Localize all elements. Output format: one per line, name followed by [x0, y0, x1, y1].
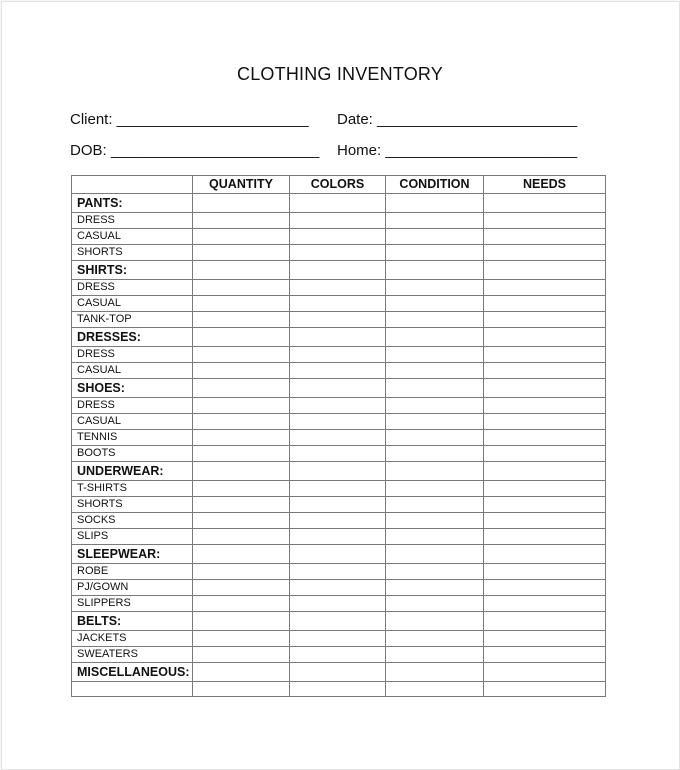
condition-cell[interactable]: [386, 446, 484, 462]
needs-cell[interactable]: [484, 612, 606, 631]
item-label: SLIPS: [72, 529, 193, 545]
header-condition: CONDITION: [386, 176, 484, 194]
category-row: [72, 462, 606, 481]
category-row: [72, 328, 606, 347]
table-row: [72, 229, 606, 245]
item-label: CASUAL: [72, 229, 193, 245]
item-label: SLIPPERS: [72, 596, 193, 612]
colors-cell[interactable]: [290, 194, 386, 213]
quantity-cell[interactable]: [193, 280, 290, 296]
item-label: T-SHIRTS: [72, 481, 193, 497]
needs-cell[interactable]: [484, 213, 606, 229]
condition-cell[interactable]: [386, 296, 484, 312]
table-row: [72, 513, 606, 529]
needs-cell[interactable]: [484, 513, 606, 529]
condition-cell[interactable]: [386, 347, 484, 363]
item-label: DRESS: [72, 280, 193, 296]
item-label: SHORTS: [72, 245, 193, 261]
condition-cell[interactable]: [386, 194, 484, 213]
table-header-row: [72, 176, 606, 194]
quantity-cell[interactable]: [193, 497, 290, 513]
colors-cell[interactable]: [290, 363, 386, 379]
quantity-cell[interactable]: [193, 631, 290, 647]
item-label: CASUAL: [72, 414, 193, 430]
table-row: [72, 446, 606, 462]
condition-cell[interactable]: [386, 229, 484, 245]
item-label: JACKETS: [72, 631, 193, 647]
quantity-cell[interactable]: [193, 347, 290, 363]
quantity-cell[interactable]: [193, 596, 290, 612]
client-field: Client: _______________________: [70, 111, 309, 128]
condition-cell[interactable]: [386, 682, 484, 697]
needs-cell[interactable]: [484, 481, 606, 497]
colors-cell[interactable]: [290, 631, 386, 647]
table-row: [72, 647, 606, 663]
colors-cell[interactable]: [290, 229, 386, 245]
colors-cell[interactable]: [290, 596, 386, 612]
quantity-cell[interactable]: [193, 194, 290, 213]
table-row: [72, 529, 606, 545]
quantity-cell[interactable]: [193, 430, 290, 446]
quantity-cell[interactable]: [193, 647, 290, 663]
colors-cell[interactable]: [290, 312, 386, 328]
header-quantity: QUANTITY: [193, 176, 290, 194]
table-row: [72, 580, 606, 596]
item-label: TENNIS: [72, 430, 193, 446]
needs-cell[interactable]: [484, 261, 606, 280]
category-label: SHOES:: [72, 379, 193, 398]
condition-cell[interactable]: [386, 481, 484, 497]
needs-cell[interactable]: [484, 596, 606, 612]
needs-cell[interactable]: [484, 462, 606, 481]
colors-cell[interactable]: [290, 347, 386, 363]
needs-cell[interactable]: [484, 194, 606, 213]
quantity-cell[interactable]: [193, 446, 290, 462]
condition-cell[interactable]: [386, 312, 484, 328]
quantity-cell[interactable]: [193, 564, 290, 580]
item-label: ROBE: [72, 564, 193, 580]
colors-cell[interactable]: [290, 213, 386, 229]
item-label: DRESS: [72, 347, 193, 363]
item-label: TANK-TOP: [72, 312, 193, 328]
colors-cell[interactable]: [290, 682, 386, 697]
needs-cell[interactable]: [484, 647, 606, 663]
table-row: [72, 213, 606, 229]
needs-cell[interactable]: [484, 363, 606, 379]
condition-cell[interactable]: [386, 513, 484, 529]
quantity-cell[interactable]: [193, 398, 290, 414]
item-label: SHORTS: [72, 497, 193, 513]
table-row: [72, 596, 606, 612]
category-row: [72, 612, 606, 631]
inventory-table: [71, 175, 606, 697]
item-label: CASUAL: [72, 296, 193, 312]
colors-cell[interactable]: [290, 446, 386, 462]
condition-cell[interactable]: [386, 328, 484, 347]
colors-cell[interactable]: [290, 564, 386, 580]
quantity-cell[interactable]: [193, 481, 290, 497]
quantity-cell[interactable]: [193, 529, 290, 545]
colors-cell[interactable]: [290, 612, 386, 631]
colors-cell[interactable]: [290, 497, 386, 513]
condition-cell[interactable]: [386, 612, 484, 631]
colors-cell[interactable]: [290, 481, 386, 497]
colors-cell[interactable]: [290, 261, 386, 280]
condition-cell[interactable]: [386, 398, 484, 414]
quantity-cell[interactable]: [193, 612, 290, 631]
quantity-cell[interactable]: [193, 513, 290, 529]
condition-cell[interactable]: [386, 414, 484, 430]
table-row: [72, 631, 606, 647]
category-label: DRESSES:: [72, 328, 193, 347]
colors-cell[interactable]: [290, 513, 386, 529]
table-row: [72, 414, 606, 430]
quantity-cell[interactable]: [193, 682, 290, 697]
colors-cell[interactable]: [290, 379, 386, 398]
condition-cell[interactable]: [386, 363, 484, 379]
dob-field: DOB: _________________________: [70, 142, 320, 159]
item-label: SWEATERS: [72, 647, 193, 663]
condition-cell[interactable]: [386, 261, 484, 280]
table-row: [72, 682, 606, 697]
header-colors: COLORS: [290, 176, 386, 194]
table-row: [72, 564, 606, 580]
table-row: [72, 312, 606, 328]
needs-cell[interactable]: [484, 347, 606, 363]
condition-cell[interactable]: [386, 647, 484, 663]
colors-cell[interactable]: [290, 430, 386, 446]
needs-cell[interactable]: [484, 497, 606, 513]
needs-cell[interactable]: [484, 398, 606, 414]
needs-cell[interactable]: [484, 245, 606, 261]
table-row: [72, 280, 606, 296]
item-label: PJ/GOWN: [72, 580, 193, 596]
needs-cell[interactable]: [484, 229, 606, 245]
item-label: BOOTS: [72, 446, 193, 462]
item-label: DRESS: [72, 213, 193, 229]
needs-cell[interactable]: [484, 446, 606, 462]
quantity-cell[interactable]: [193, 663, 290, 682]
quantity-cell[interactable]: [193, 414, 290, 430]
quantity-cell[interactable]: [193, 245, 290, 261]
colors-cell[interactable]: [290, 462, 386, 481]
home-field: Home: _______________________: [337, 142, 578, 159]
needs-cell[interactable]: [484, 280, 606, 296]
category-label: SHIRTS:: [72, 261, 193, 280]
condition-cell[interactable]: [386, 663, 484, 682]
condition-cell[interactable]: [386, 580, 484, 596]
colors-cell[interactable]: [290, 296, 386, 312]
needs-cell[interactable]: [484, 296, 606, 312]
category-label: BELTS:: [72, 612, 193, 631]
needs-cell[interactable]: [484, 379, 606, 398]
quantity-cell[interactable]: [193, 379, 290, 398]
category-label: PANTS:: [72, 194, 193, 213]
needs-cell[interactable]: [484, 328, 606, 347]
category-label: MISCELLANEOUS:: [72, 663, 193, 682]
quantity-cell[interactable]: [193, 363, 290, 379]
category-label: UNDERWEAR:: [72, 462, 193, 481]
colors-cell[interactable]: [290, 580, 386, 596]
page-title: CLOTHING INVENTORY: [237, 64, 443, 84]
condition-cell[interactable]: [386, 379, 484, 398]
item-label: [72, 682, 193, 697]
item-label: SOCKS: [72, 513, 193, 529]
colors-cell[interactable]: [290, 529, 386, 545]
condition-cell[interactable]: [386, 213, 484, 229]
header-needs: NEEDS: [484, 176, 606, 194]
needs-cell[interactable]: [484, 529, 606, 545]
item-label: DRESS: [72, 398, 193, 414]
colors-cell[interactable]: [290, 663, 386, 682]
category-row: [72, 261, 606, 280]
needs-cell[interactable]: [484, 545, 606, 564]
condition-cell[interactable]: [386, 245, 484, 261]
colors-cell[interactable]: [290, 545, 386, 564]
condition-cell[interactable]: [386, 462, 484, 481]
quantity-cell[interactable]: [193, 261, 290, 280]
colors-cell[interactable]: [290, 398, 386, 414]
condition-cell[interactable]: [386, 631, 484, 647]
table-row: [72, 398, 606, 414]
item-label: CASUAL: [72, 363, 193, 379]
quantity-cell[interactable]: [193, 296, 290, 312]
needs-cell[interactable]: [484, 631, 606, 647]
condition-cell[interactable]: [386, 280, 484, 296]
date-field: Date: ________________________: [337, 111, 578, 128]
needs-cell[interactable]: [484, 430, 606, 446]
colors-cell[interactable]: [290, 647, 386, 663]
condition-cell[interactable]: [386, 430, 484, 446]
category-row: [72, 194, 606, 213]
needs-cell[interactable]: [484, 663, 606, 682]
colors-cell[interactable]: [290, 414, 386, 430]
table-row: [72, 245, 606, 261]
needs-cell[interactable]: [484, 682, 606, 697]
table-row: [72, 497, 606, 513]
colors-cell[interactable]: [290, 328, 386, 347]
quantity-cell[interactable]: [193, 229, 290, 245]
needs-cell[interactable]: [484, 564, 606, 580]
quantity-cell[interactable]: [193, 312, 290, 328]
condition-cell[interactable]: [386, 529, 484, 545]
quantity-cell[interactable]: [193, 545, 290, 564]
condition-cell[interactable]: [386, 596, 484, 612]
table-row: [72, 481, 606, 497]
category-row: [72, 379, 606, 398]
quantity-cell[interactable]: [193, 462, 290, 481]
needs-cell[interactable]: [484, 414, 606, 430]
condition-cell[interactable]: [386, 497, 484, 513]
table-row: [72, 430, 606, 446]
quantity-cell[interactable]: [193, 213, 290, 229]
needs-cell[interactable]: [484, 580, 606, 596]
category-label: SLEEPWEAR:: [72, 545, 193, 564]
category-row: [72, 545, 606, 564]
category-row: [72, 663, 606, 682]
quantity-cell[interactable]: [193, 580, 290, 596]
needs-cell[interactable]: [484, 312, 606, 328]
colors-cell[interactable]: [290, 280, 386, 296]
condition-cell[interactable]: [386, 564, 484, 580]
table-row: [72, 347, 606, 363]
table-row: [72, 296, 606, 312]
header-item: [72, 176, 193, 194]
quantity-cell[interactable]: [193, 328, 290, 347]
colors-cell[interactable]: [290, 245, 386, 261]
condition-cell[interactable]: [386, 545, 484, 564]
table-row: [72, 363, 606, 379]
